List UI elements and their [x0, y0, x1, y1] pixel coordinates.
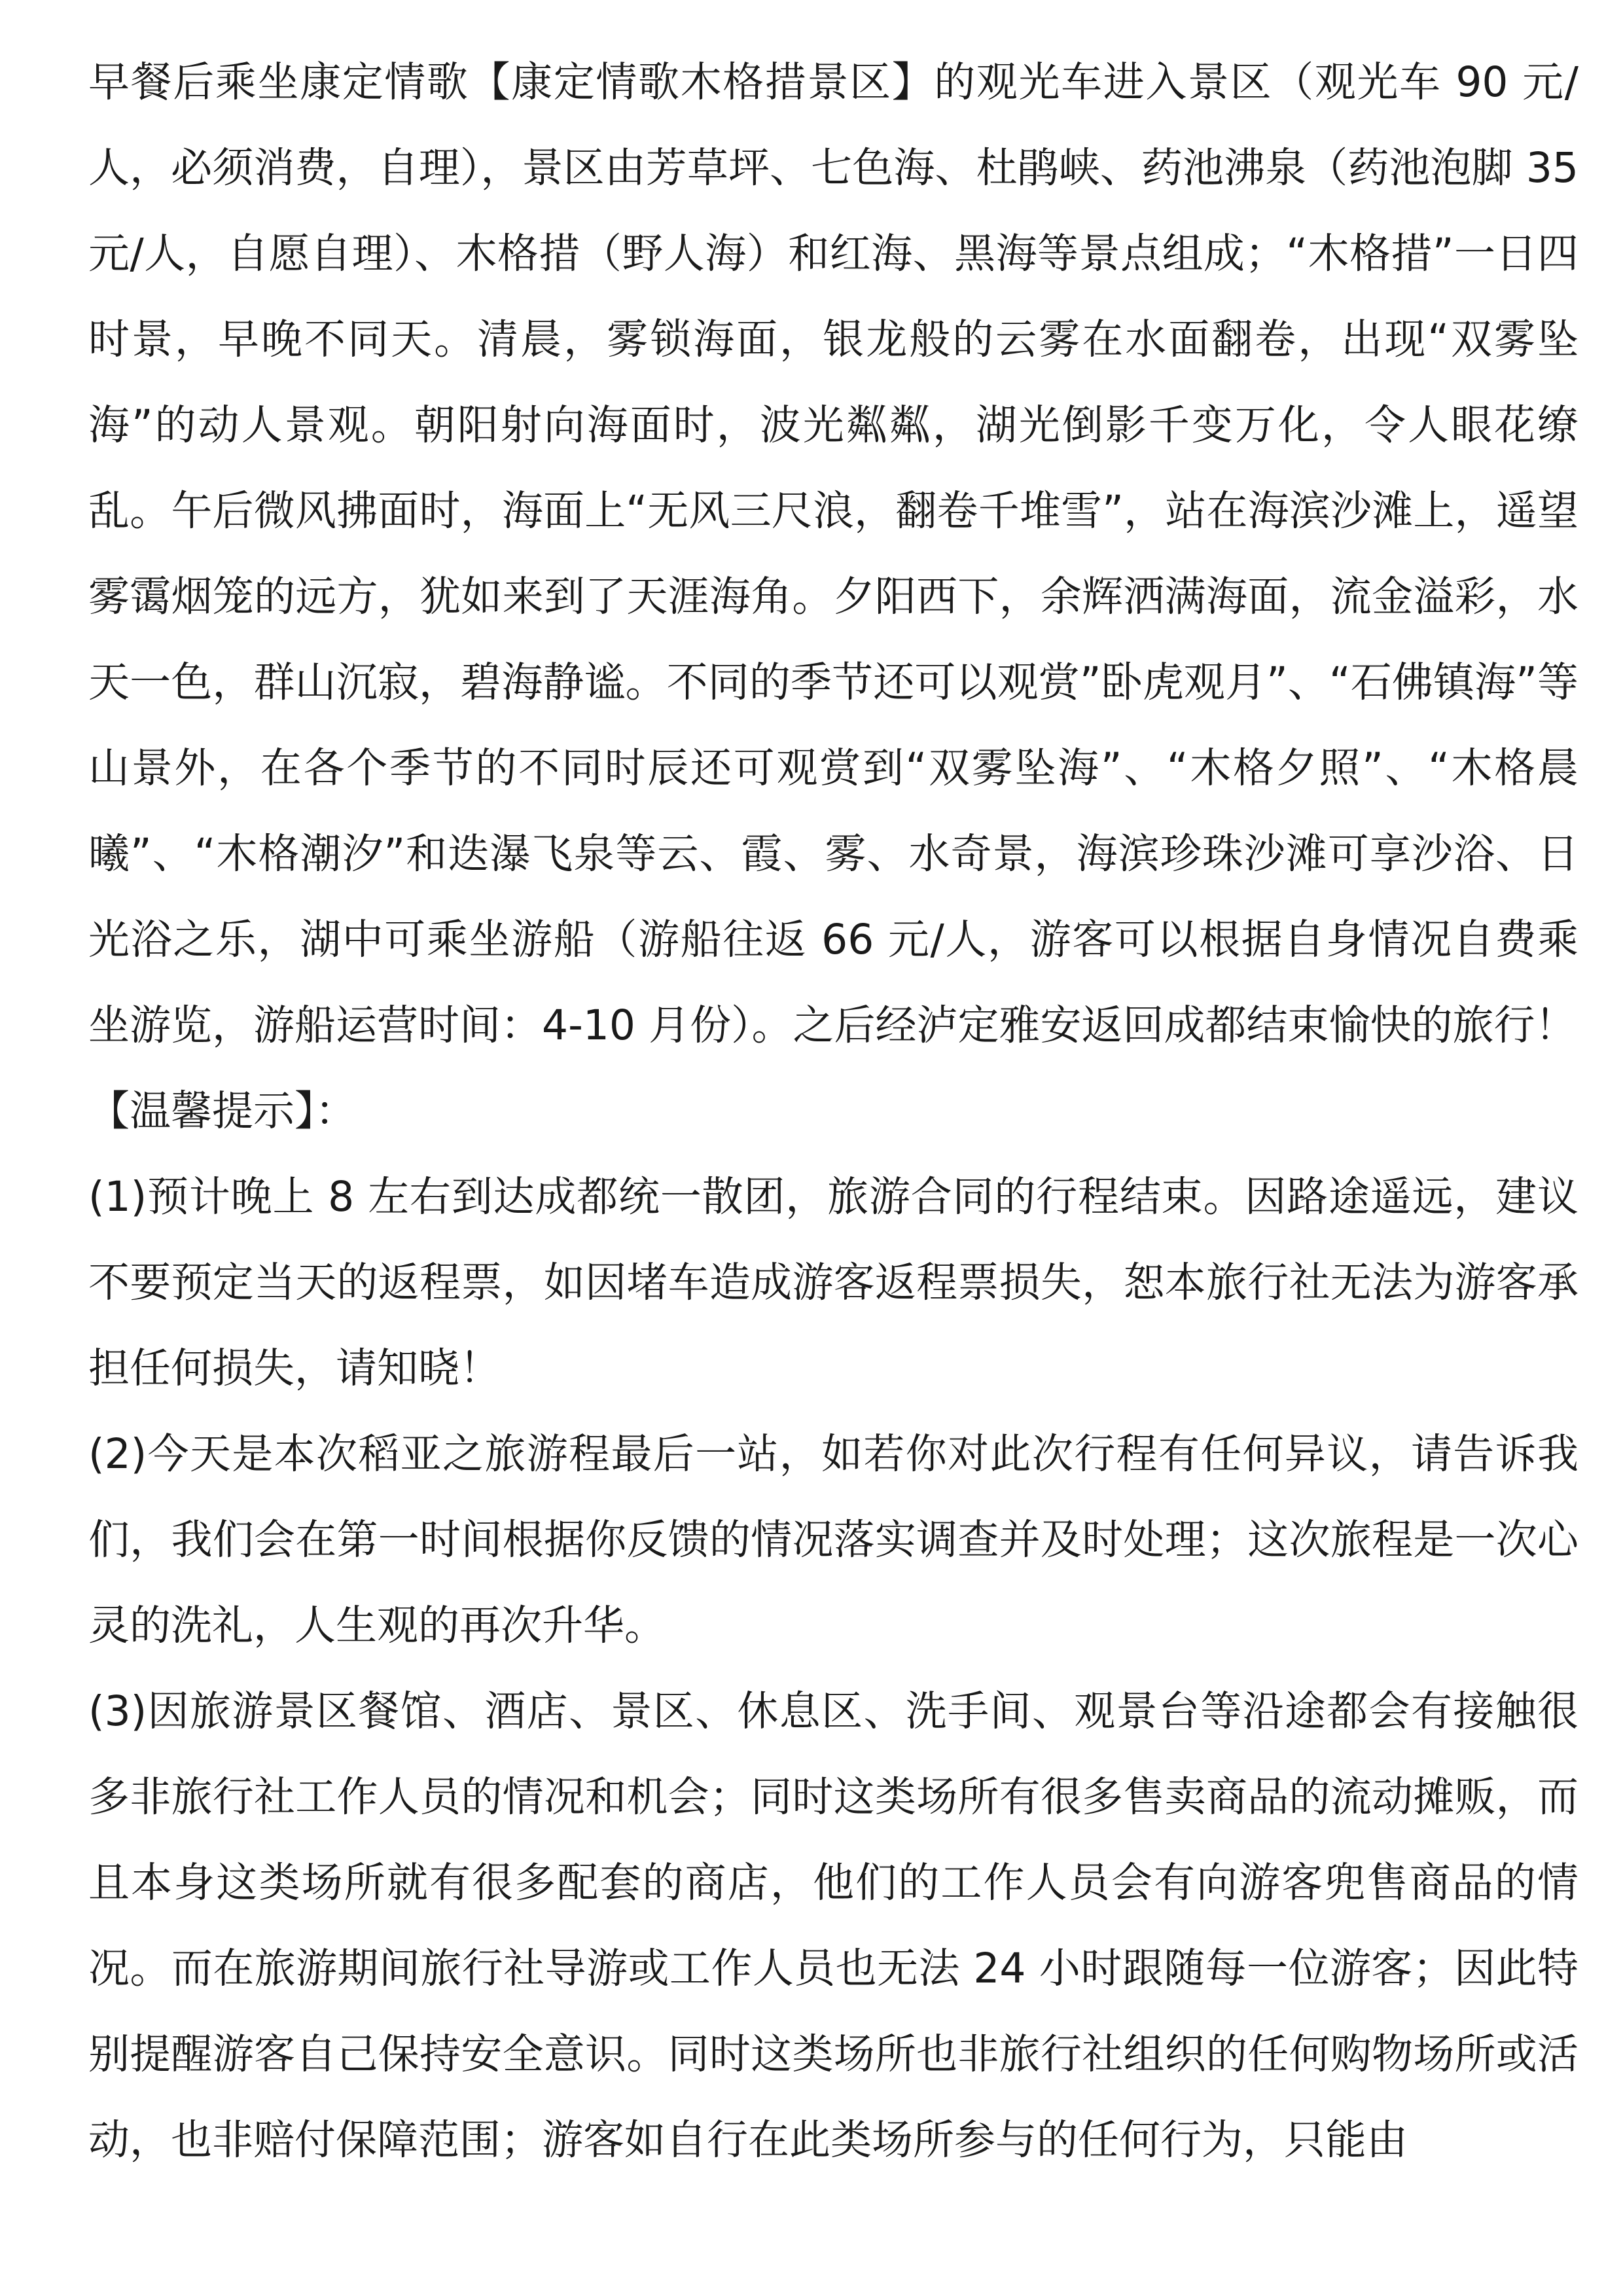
tip-item-2: (2)今天是本次稻亚之旅游程最后一站，如若你对此次行程有任何异议，请告诉我们，我们会在第一时间根据你反馈的情况落实调查并及时处理；这次旅程是一次心灵的洗礼，人生观的再次升华。 — [88, 1430, 1578, 1649]
tip-item-1: (1)预计晚上 8 左右到达成都统一散团，旅游合同的行程结束。因路途遥远，建议不要预定当天的返程票，如因堵车造成游客返程票损失，恕本旅行社无法为游客承担任何损失，请知晓！ — [88, 1173, 1578, 1392]
itinerary-paragraph: 早餐后乘坐康定情歌【康定情歌木格措景区】的观光车进入景区（观光车 90 元/人，必须消费，自理），景区由芳草坪、七色海、杜鹃峡、药池沸泉（药池泡脚 35 元/人，自愿自理）、木格措（野人海）和红海、黑海等景点组成；“木格措”一日四时景，早晚不同天。清晨，雾锁海面，银龙般的云雾在水面翻卷，出现“双雾坠海”的动人景观。朝阳射向海面时，波光粼粼，湖光倒影千变万化，令人眼花缭乱。午后微风拂面时，海面上“无风三尺浪，翻卷千堆雪”，站在海滨沙滩上，遥望雾霭烟笼的远方，犹如来到了天涯海角。夕阳西下，余辉洒满海面，流金溢彩，水天一色，群山沉寂，碧海静谧。不同的季节还可以观赏”卧虎观月”、“石佛镇海”等山景外，在各个季节的不同时辰还可观赏到“双雾坠海”、“木格夕照”、“木格晨曦”、“木格潮汐”和迭瀑飞泉等云、霞、雾、水奇景，海滨珍珠沙滩可享沙浴、日光浴之乐，湖中可乘坐游船（游船往返 66 元/人，游客可以根据自身情况自费乘坐游览，游船运营时间：4-10 月份）。之后经泸定雅安返回成都结束愉快的旅行！ — [88, 58, 1578, 1049]
tip-item-3: (3)因旅游景区餐馆、酒店、景区、休息区、洗手间、观景台等沿途都会有接触很多非旅行社工作人员的情况和机会；同时这类场所有很多售卖商品的流动摊贩，而且本身这类场所就有很多配套的商店，他们的工作人员会有向游客兜售商品的情况。而在旅游期间旅行社导游或工作人员也无法 24 小时跟随每一位游客；因此特别提醒游客自己保持安全意识。同时这类场所也非旅行社组织的任何购物场所或活动，也非赔付保障范围；游客如自行在此类场所参与的任何行为，只能由 — [88, 1687, 1578, 2164]
tips-heading: 【温馨提示】： — [88, 1087, 357, 1135]
